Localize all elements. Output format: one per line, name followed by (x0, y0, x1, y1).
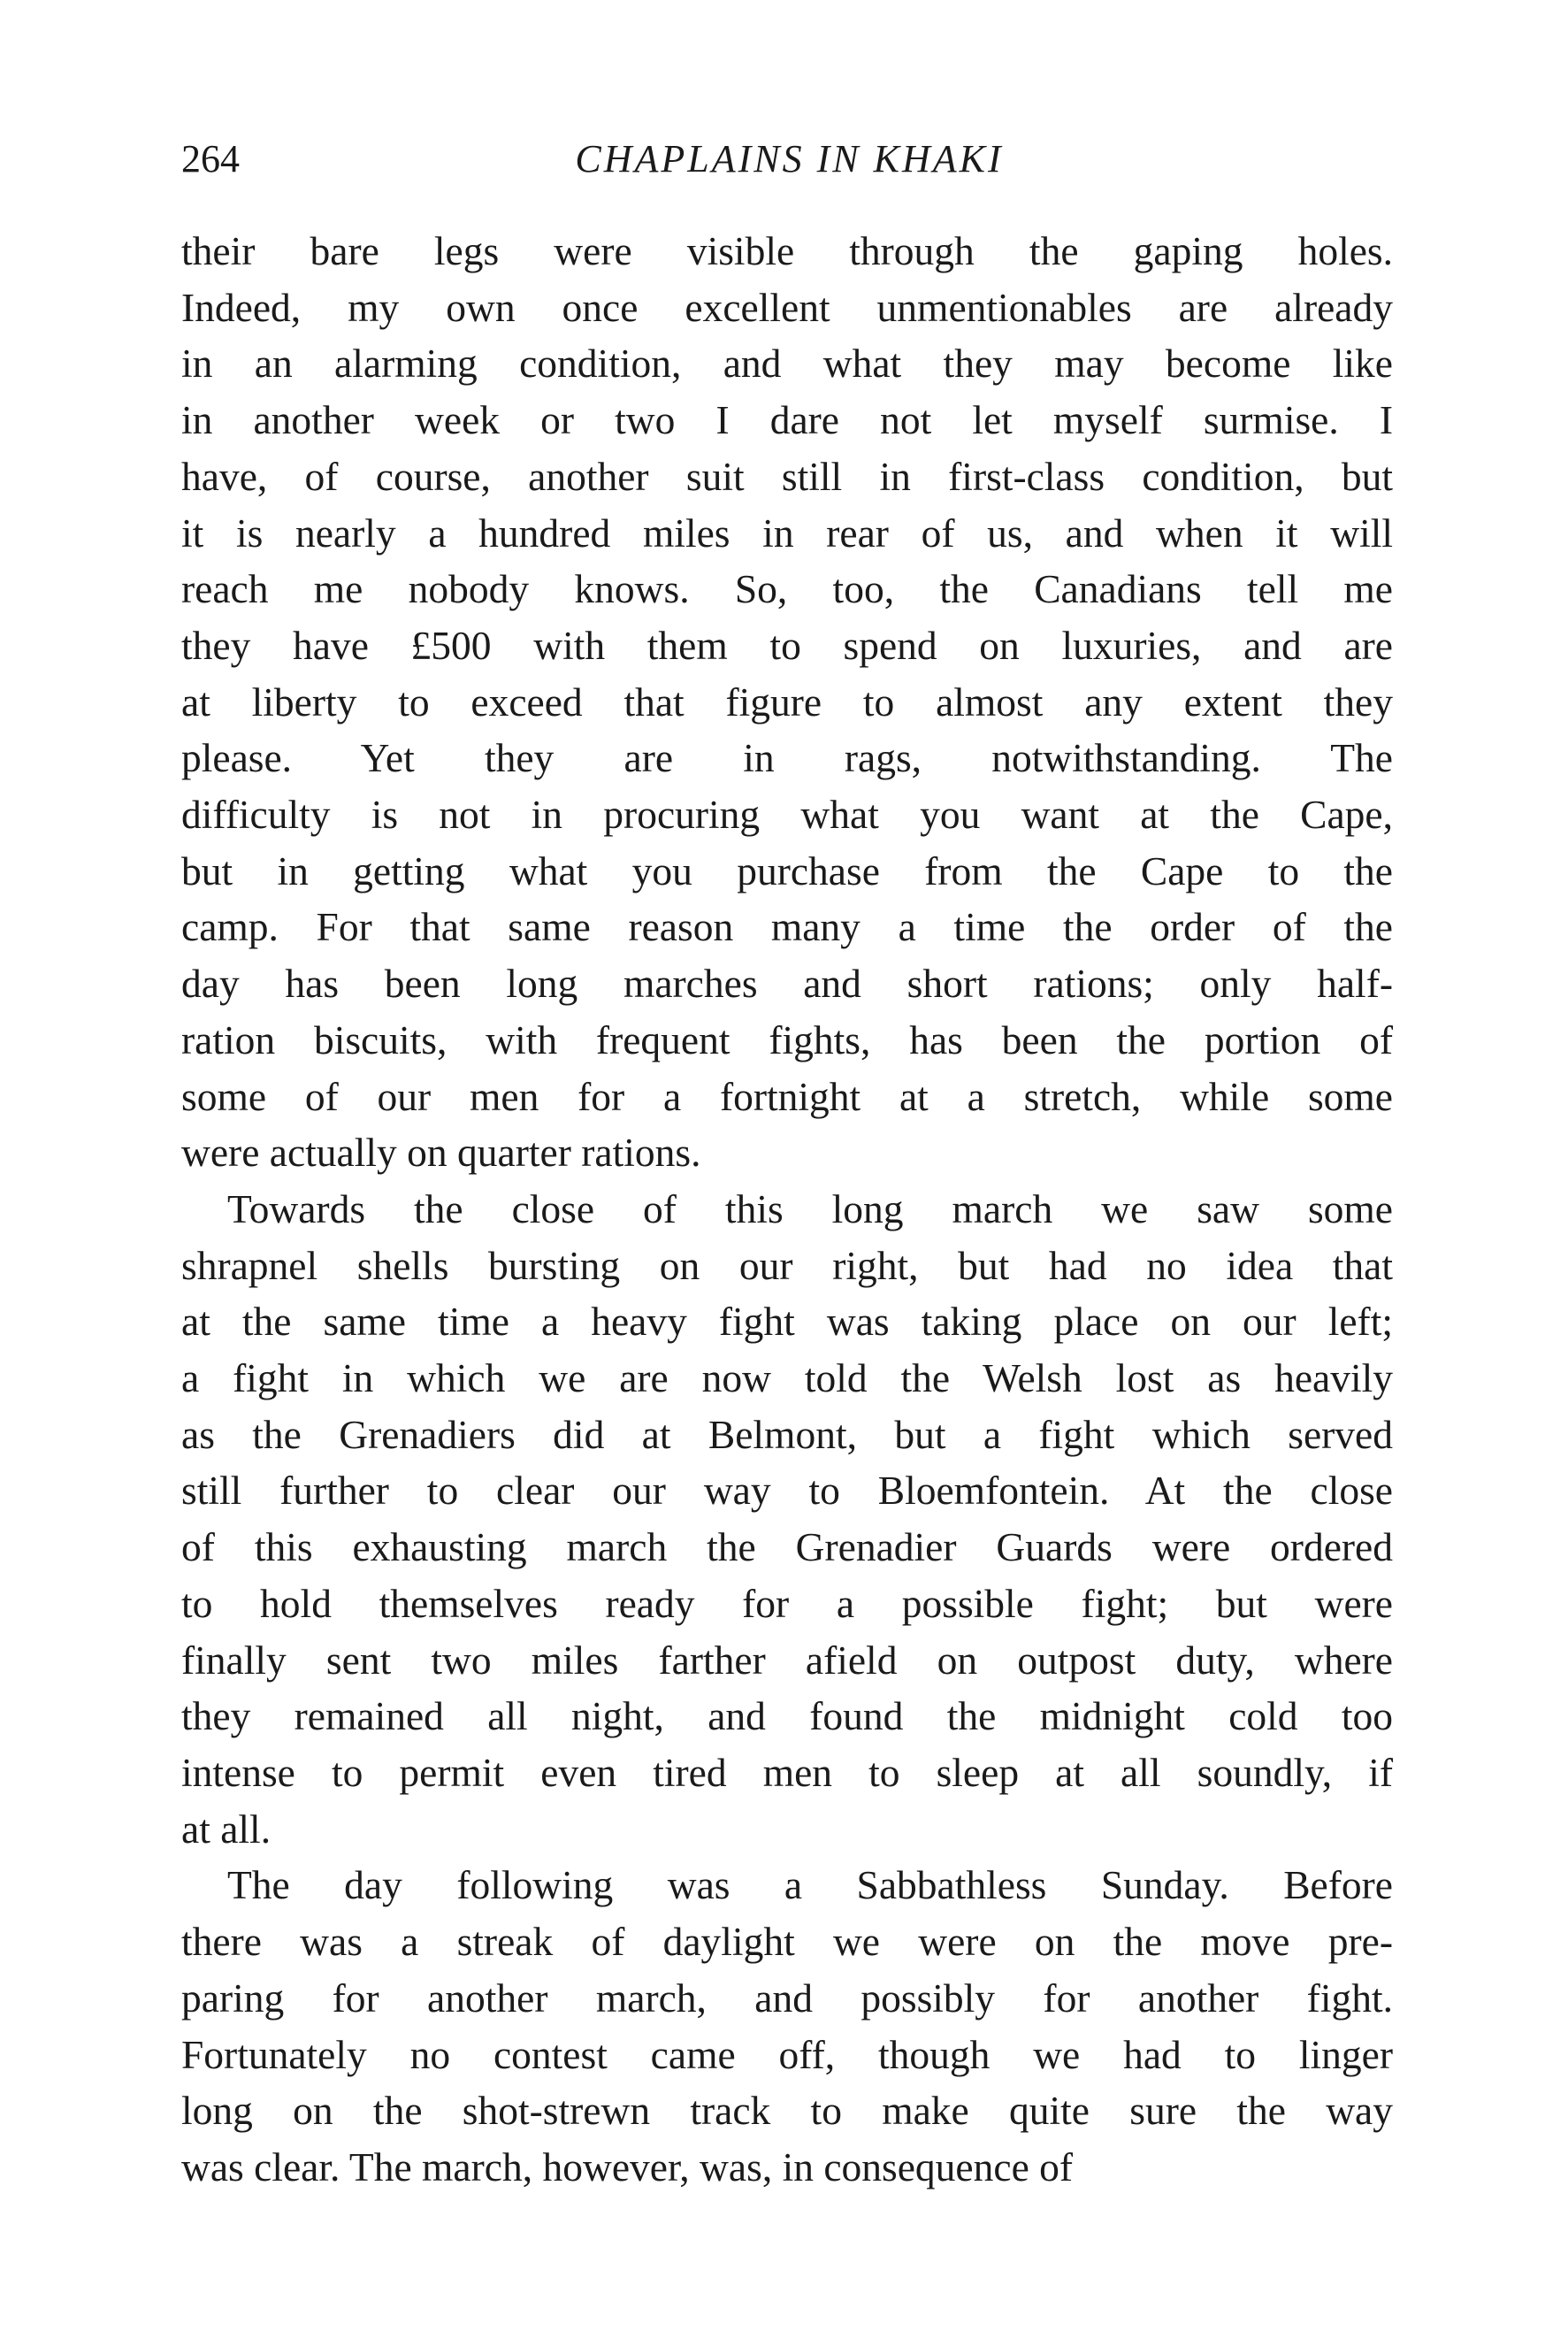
text-line: day has been long marches and short rations; only half- (181, 961, 1393, 1007)
page-header (181, 133, 1397, 186)
text-line: long on the shot-strewn track to make quite sure the way (181, 2088, 1393, 2134)
text-line: as the Grenadiers did at Belmont, but a fight which served (181, 1411, 1393, 1457)
text-line: at the same time a heavy fight was taking place on our left; (181, 1299, 1393, 1345)
text-line: finally sent two miles farther afield on outpost duty, where (181, 1637, 1393, 1683)
text-line: reach me nobody knows. So, too, the Canadians tell me (181, 566, 1393, 612)
text-line: it is nearly a hundred miles in rear of us, and when it will (181, 510, 1393, 556)
text-line: in an alarming condition, and what they may become like (181, 341, 1393, 387)
text-line: but in getting what you purchase from the Cape to the (181, 847, 1393, 893)
text-line: there was a streak of daylight we were on the move pre- (181, 1919, 1393, 1965)
text-line: Indeed, my own once excellent unmentionables are already (181, 284, 1393, 330)
paragraph (181, 1181, 1393, 1857)
body-text (181, 223, 1393, 2196)
text-line: of this exhausting march the Grenadier Guards were ordered (181, 1524, 1393, 1570)
text-line: The day following was a Sabbathless Sunday. Before (227, 1862, 1393, 1908)
text-line: Towards the close of this long march we saw some (227, 1185, 1393, 1231)
text-line: at all. (181, 1806, 272, 1852)
paragraph (181, 1857, 1393, 2195)
paragraph (181, 223, 1393, 1181)
text-line: still further to clear our way to Bloemfontein. At the close (181, 1468, 1393, 1514)
text-line: Fortunately no contest came off, though we had to linger (181, 2031, 1393, 2077)
text-line: they remained all night, and found the midnight cold too (181, 1693, 1393, 1739)
text-line: paring for another march, and possibly for another fight. (181, 1975, 1393, 2021)
text-line: to hold themselves ready for a possible fight; but were (181, 1580, 1393, 1626)
text-line: in another week or two I dare not let myself surmise. I (181, 397, 1393, 443)
text-line: difficulty is not in procuring what you want at the Cape, (181, 792, 1393, 838)
page-number: 264 (181, 137, 240, 180)
text-line: their bare legs were visible through the gaping holes. (181, 228, 1393, 273)
text-line: they have £500 with them to spend on luxuries, and are (181, 622, 1393, 668)
running-title: CHAPLAINS IN KHAKI (575, 137, 1004, 180)
text-line: were actually on quarter rations. (181, 1130, 701, 1176)
text-line: a fight in which we are now told the Welsh lost as heavily (181, 1355, 1393, 1401)
text-line: shrapnel shells bursting on our right, but had no idea that (181, 1242, 1393, 1288)
text-line: ration biscuits, with frequent fights, has been the portion of (181, 1016, 1393, 1062)
text-line: intense to permit even tired men to sleep at all soundly, if (181, 1749, 1393, 1795)
text-line: at liberty to exceed that figure to almost any extent they (181, 679, 1393, 725)
text-line: please. Yet they are in rags, notwithstanding. The (181, 735, 1393, 781)
text-line: have, of course, another suit still in first-class condition, but (181, 453, 1393, 499)
text-line: was clear. The march, however, was, in consequence of (181, 2143, 1074, 2189)
text-line: camp. For that same reason many a time the order of the (181, 904, 1393, 950)
text-line: some of our men for a fortnight at a stretch, while some (181, 1073, 1393, 1119)
